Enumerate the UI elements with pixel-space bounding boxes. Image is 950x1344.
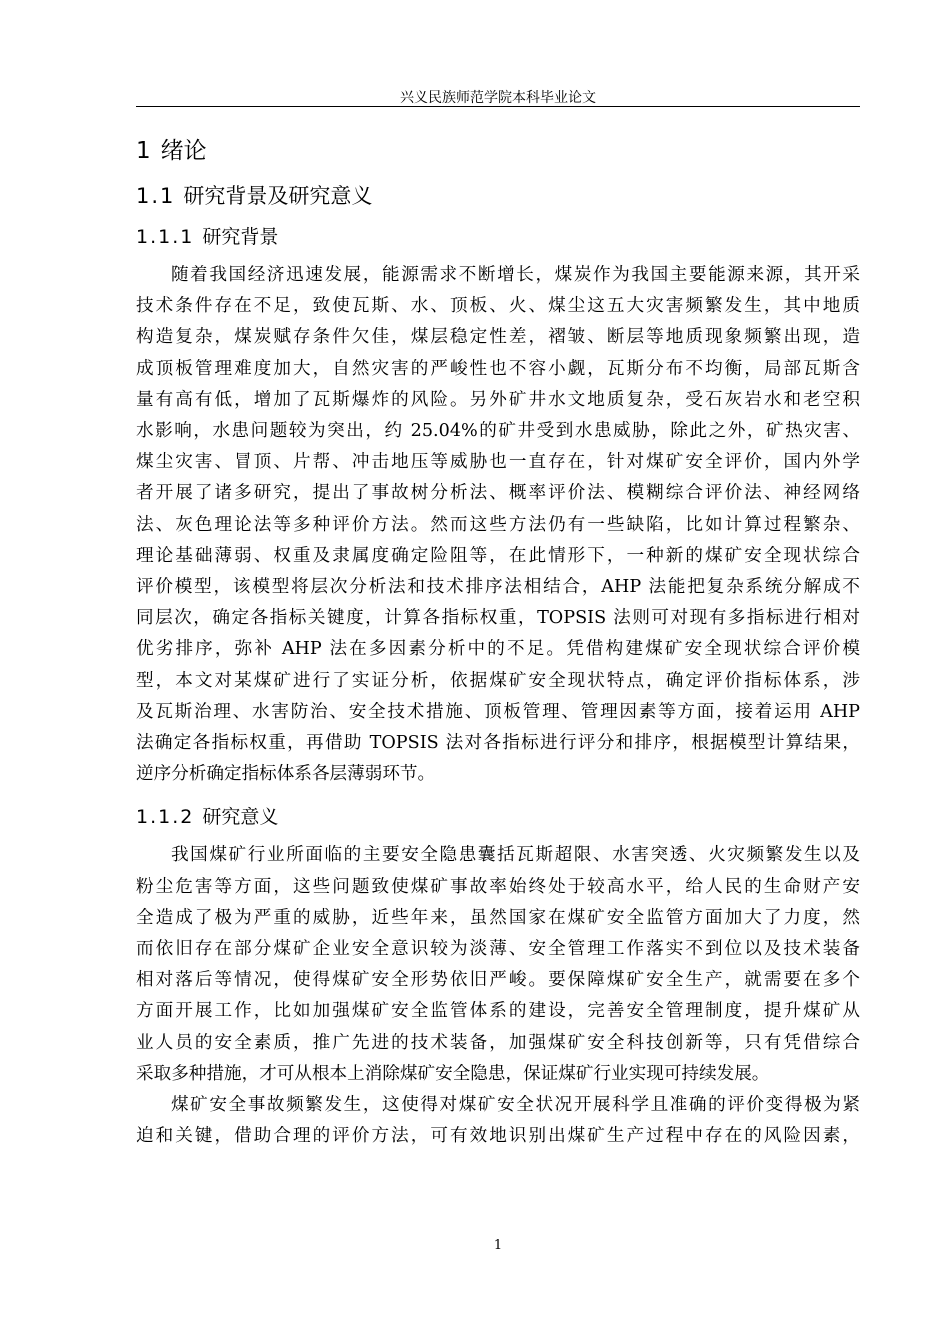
- text-line: 逆序分析确定指标体系各层薄弱环节。: [136, 764, 436, 785]
- section-title: 研究背景及研究意义: [183, 184, 373, 208]
- text-line: 水影响，水患问题较为突出，约 25.04%的矿井受到水患威胁，除此之外，矿热灾害、: [136, 421, 860, 442]
- chapter-heading: [136, 134, 860, 168]
- significance-paragraph-1: [136, 840, 860, 1090]
- text-line: 方面开展工作，比如加强煤矿安全监管体系的建设，完善安全管理制度，提升煤矿从: [136, 1001, 860, 1022]
- chapter-number: 1: [136, 138, 153, 164]
- running-header: 兴义民族师范学院本科毕业论文: [400, 90, 596, 106]
- text-line: 量有高有低，增加了瓦斯爆炸的风险。另外矿井水文地质复杂，受石灰岩水和老空积: [136, 389, 860, 410]
- text-line: 全造成了极为严重的威胁，近些年来，虽然国家在煤矿安全监管方面加大了力度，然: [136, 907, 860, 928]
- text-line: 者开展了诸多研究，提出了事故树分析法、概率评价法、模糊综合评价法、神经网络: [136, 483, 860, 504]
- text-line: 理论基础薄弱、权重及隶属度确定险阻等，在此情形下，一种新的煤矿安全现状综合: [136, 545, 860, 566]
- text-line: 同层次，确定各指标关键度，计算各指标权重，TOPSIS 法则可对现有多指标进行相对: [136, 608, 860, 629]
- subsection-number: 1.1.2: [136, 806, 195, 829]
- header-rule: [136, 106, 860, 107]
- text-line: 型，本文对某煤矿进行了实证分析，依据煤矿安全现状特点，确定评价指标体系，涉: [136, 670, 860, 691]
- text-line: 评价模型，该模型将层次分析法和技术排序法相结合，AHP 法能把复杂系统分解成不: [136, 577, 860, 598]
- text-line: 粉尘危害等方面，这些问题致使煤矿事故率始终处于较高水平，给人民的生命财产安: [136, 876, 860, 897]
- text-line: 及瓦斯治理、水害防治、安全技术措施、顶板管理、管理因素等方面，接着运用 AHP: [136, 701, 860, 722]
- subsection-heading-significance: [136, 802, 860, 832]
- text-line: 成顶板管理难度加大，自然灾害的严峻性也不容小觑，瓦斯分布不均衡，局部瓦斯含: [136, 358, 860, 379]
- text-line: 法确定各指标权重，再借助 TOPSIS 法对各指标进行评分和排序，根据模型计算结果，: [136, 733, 860, 754]
- subsection-title: 研究背景: [202, 226, 279, 248]
- background-paragraph: [136, 260, 860, 790]
- text-line: 迫和关键，借助合理的评价方法，可有效地识别出煤矿生产过程中存在的风险因素，: [136, 1126, 860, 1147]
- text-line: 煤尘灾害、冒顶、片帮、冲击地压等威胁也一直存在，针对煤矿安全评价，国内外学: [136, 452, 860, 473]
- text-line: 优劣排序，弥补 AHP 法在多因素分析中的不足。凭借构建煤矿安全现状综合评价模: [136, 639, 860, 660]
- section-heading: [136, 180, 860, 212]
- page-number: 1: [493, 1238, 503, 1253]
- text-line: 业人员的安全素质，推广先进的技术装备，加强煤矿安全科技创新等，只有凭借综合: [136, 1032, 860, 1053]
- subsection-title: 研究意义: [202, 806, 279, 829]
- text-line: 法、灰色理论法等多种评价方法。然而这些方法仍有一些缺陷，比如计算过程繁杂、: [136, 514, 860, 535]
- significance-paragraph-2: [136, 1090, 860, 1152]
- text-line: 采取多种措施，才可从根本上消除煤矿安全隐患，保证煤矿行业实现可持续发展。: [136, 1063, 770, 1084]
- text-line: 而依旧存在部分煤矿企业安全意识较为淡薄、安全管理工作落实不到位以及技术装备: [136, 939, 860, 960]
- page-body: [136, 126, 860, 1152]
- subsection-number: 1.1.1: [136, 226, 195, 248]
- subsection-heading-background: [136, 222, 860, 252]
- text-line: 技术条件存在不足，致使瓦斯、水、顶板、火、煤尘这五大灾害频繁发生，其中地质: [136, 296, 860, 317]
- text-line: 煤矿安全事故频繁发生，这使得对煤矿安全状况开展科学且准确的评价变得极为紧: [171, 1095, 860, 1116]
- chapter-title: 绪论: [160, 138, 207, 164]
- section-number: 1.1: [136, 184, 176, 208]
- text-line: 相对落后等情况，使得煤矿安全形势依旧严峻。要保障煤矿安全生产，就需要在多个: [136, 970, 860, 991]
- text-line: 构造复杂，煤炭赋存条件欠佳，煤层稳定性差，褶皱、断层等地质现象频繁出现，造: [136, 327, 860, 348]
- text-line: 我国煤矿行业所面临的主要安全隐患囊括瓦斯超限、水害突透、火灾频繁发生以及: [171, 845, 860, 866]
- text-line: 随着我国经济迅速发展，能源需求不断增长，煤炭作为我国主要能源来源，其开采: [171, 265, 860, 285]
